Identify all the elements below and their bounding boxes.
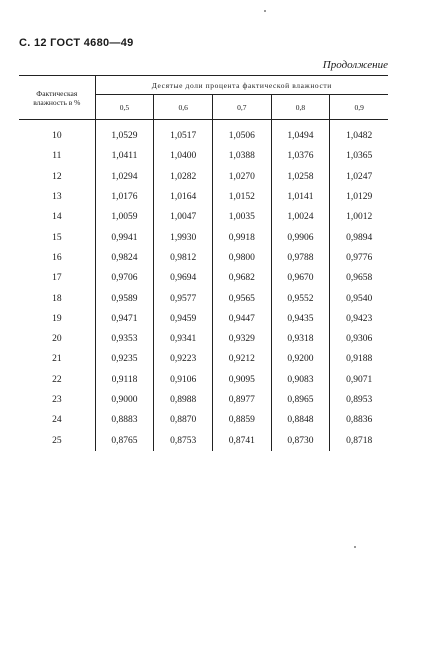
coefficient-cell: 0,8953 (330, 390, 388, 410)
table-row (19, 430, 388, 450)
table-row (19, 288, 388, 308)
coefficient-cell: 1,0494 (271, 126, 330, 146)
fraction-header: 0,8 (271, 95, 330, 120)
coefficient-cell: 0,9471 (95, 309, 154, 329)
coefficient-cell: 0,9200 (271, 349, 330, 369)
moisture-cell: 21 (52, 354, 62, 365)
coefficient-cell: 1,0176 (95, 187, 154, 207)
coefficient-cell: 1,0282 (154, 167, 213, 187)
moisture-cell: 25 (52, 435, 62, 446)
coefficient-cell: 0,9658 (330, 268, 388, 288)
coefficient-cell: 0,9306 (330, 329, 388, 349)
coefficient-cell: 0,8977 (212, 390, 271, 410)
moisture-cell: 13 (52, 192, 62, 203)
coefficient-cell: 0,9788 (271, 248, 330, 268)
coefficient-cell: 0,9577 (154, 288, 213, 308)
coefficient-cell: 1,0129 (330, 187, 388, 207)
coefficient-cell: 0,9447 (212, 309, 271, 329)
coefficient-cell: 0,9706 (95, 268, 154, 288)
table-body (19, 120, 388, 451)
coefficient-cell: 0,9894 (330, 227, 388, 247)
table-row (19, 309, 388, 329)
coefficient-cell: 0,9670 (271, 268, 330, 288)
fraction-header: 0,9 (330, 95, 388, 120)
coefficient-cell: 1,0506 (212, 126, 271, 146)
coefficient-cell: 0,9353 (95, 329, 154, 349)
table-row (19, 370, 388, 390)
coefficient-cell: 0,8965 (271, 390, 330, 410)
table-row (19, 146, 388, 166)
coefficient-cell: 1,0059 (95, 207, 154, 227)
coefficient-cell: 1,0024 (271, 207, 330, 227)
coefficient-cell: 1,0047 (154, 207, 213, 227)
table-row (19, 187, 388, 207)
coefficient-cell: 0,8753 (154, 430, 213, 450)
coefficient-cell: 0,9000 (95, 390, 154, 410)
scan-speck (354, 546, 356, 548)
coefficient-cell: 0,9918 (212, 227, 271, 247)
fraction-header: 0,5 (95, 95, 154, 120)
table-row (19, 207, 388, 227)
coefficient-cell: 0,9694 (154, 268, 213, 288)
coefficient-cell: 1,0517 (154, 126, 213, 146)
coefficient-cell: 0,9589 (95, 288, 154, 308)
coefficient-cell: 0,8859 (212, 410, 271, 430)
moisture-cell: 18 (52, 293, 62, 304)
coefficient-cell: 0,8718 (330, 430, 388, 450)
coefficient-cell: 1,0141 (271, 187, 330, 207)
coefficient-cell: 1,0482 (330, 126, 388, 146)
moisture-cell: 17 (52, 273, 62, 284)
coefficient-cell: 1,0365 (330, 146, 388, 166)
coefficient-cell: 0,9118 (95, 370, 154, 390)
coefficient-cell: 0,9423 (330, 309, 388, 329)
coefficient-cell: 0,9800 (212, 248, 271, 268)
coefficient-cell: 0,9329 (212, 329, 271, 349)
coefficient-cell: 0,8870 (154, 410, 213, 430)
coefficient-cell: 0,9223 (154, 349, 213, 369)
page-header: С. 12 ГОСТ 4680—49 (19, 37, 134, 49)
coefficient-cell: 0,9212 (212, 349, 271, 369)
coefficient-cell: 0,8765 (95, 430, 154, 450)
coefficient-cell: 0,9095 (212, 370, 271, 390)
continuation-label: Продолжение (322, 59, 388, 71)
moisture-coefficient-table (19, 75, 388, 451)
table-row (19, 167, 388, 187)
coefficient-cell: 0,9565 (212, 288, 271, 308)
moisture-cell: 24 (52, 415, 62, 426)
coefficient-cell: 1,0388 (212, 146, 271, 166)
coefficient-cell: 1,0294 (95, 167, 154, 187)
coefficient-cell: 0,9824 (95, 248, 154, 268)
coefficient-cell: 0,9552 (271, 288, 330, 308)
coefficient-cell: 0,9341 (154, 329, 213, 349)
coefficient-cell: 0,8836 (330, 410, 388, 430)
coefficient-cell: 0,8988 (154, 390, 213, 410)
coefficient-cell: 0,8730 (271, 430, 330, 450)
table-row (19, 349, 388, 369)
coefficient-cell: 1,0247 (330, 167, 388, 187)
table-row (19, 126, 388, 146)
table-row (19, 390, 388, 410)
group-header: Десятые доли процента фактической влажности (95, 76, 388, 95)
moisture-cell: 23 (52, 395, 62, 405)
fraction-header: 0,7 (212, 95, 271, 120)
moisture-cell: 15 (52, 232, 62, 243)
coefficient-cell: 0,8848 (271, 410, 330, 430)
coefficient-cell: 0,9071 (330, 370, 388, 390)
coefficient-cell: 1,9930 (154, 227, 213, 247)
coefficient-cell: 0,8741 (212, 430, 271, 450)
coefficient-cell: 0,9083 (271, 370, 330, 390)
table-row (19, 329, 388, 349)
table-row (19, 248, 388, 268)
coefficient-cell: 0,9682 (212, 268, 271, 288)
moisture-cell: 20 (52, 334, 62, 345)
moisture-cell: 22 (52, 374, 62, 385)
coefficient-cell: 0,9540 (330, 288, 388, 308)
stub-header: Фактическая влажность в % (19, 76, 95, 120)
coefficient-cell: 0,9188 (330, 349, 388, 369)
coefficient-cell: 0,9776 (330, 248, 388, 268)
moisture-cell: 12 (52, 171, 62, 182)
moisture-cell: 11 (52, 151, 62, 162)
coefficient-cell: 1,0152 (212, 187, 271, 207)
moisture-cell: 19 (52, 313, 62, 324)
table-row (19, 410, 388, 430)
coefficient-cell: 1,0376 (271, 146, 330, 166)
coefficient-cell: 0,9906 (271, 227, 330, 247)
moisture-cell: 14 (52, 212, 62, 223)
moisture-cell: 10 (52, 131, 62, 142)
coefficient-cell: 1,0035 (212, 207, 271, 227)
coefficient-cell: 0,9435 (271, 309, 330, 329)
coefficient-cell: 0,9318 (271, 329, 330, 349)
coefficient-cell: 0,9106 (154, 370, 213, 390)
coefficient-cell: 1,0411 (95, 146, 154, 166)
coefficient-cell: 0,9812 (154, 248, 213, 268)
coefficient-cell: 1,0258 (271, 167, 330, 187)
coefficient-cell: 1,0400 (154, 146, 213, 166)
fraction-header: 0,6 (154, 95, 213, 120)
coefficient-cell: 1,0164 (154, 187, 213, 207)
moisture-cell: 16 (52, 252, 62, 263)
table-row (19, 268, 388, 288)
coefficient-cell: 1,0270 (212, 167, 271, 187)
coefficient-cell: 0,8883 (95, 410, 154, 430)
coefficient-cell: 0,9941 (95, 227, 154, 247)
coefficient-cell: 0,9235 (95, 349, 154, 369)
coefficient-cell: 1,0529 (95, 126, 154, 146)
scan-speck (264, 10, 266, 12)
table-row (19, 227, 388, 247)
coefficient-cell: 1,0012 (330, 207, 388, 227)
coefficient-cell: 0,9459 (154, 309, 213, 329)
